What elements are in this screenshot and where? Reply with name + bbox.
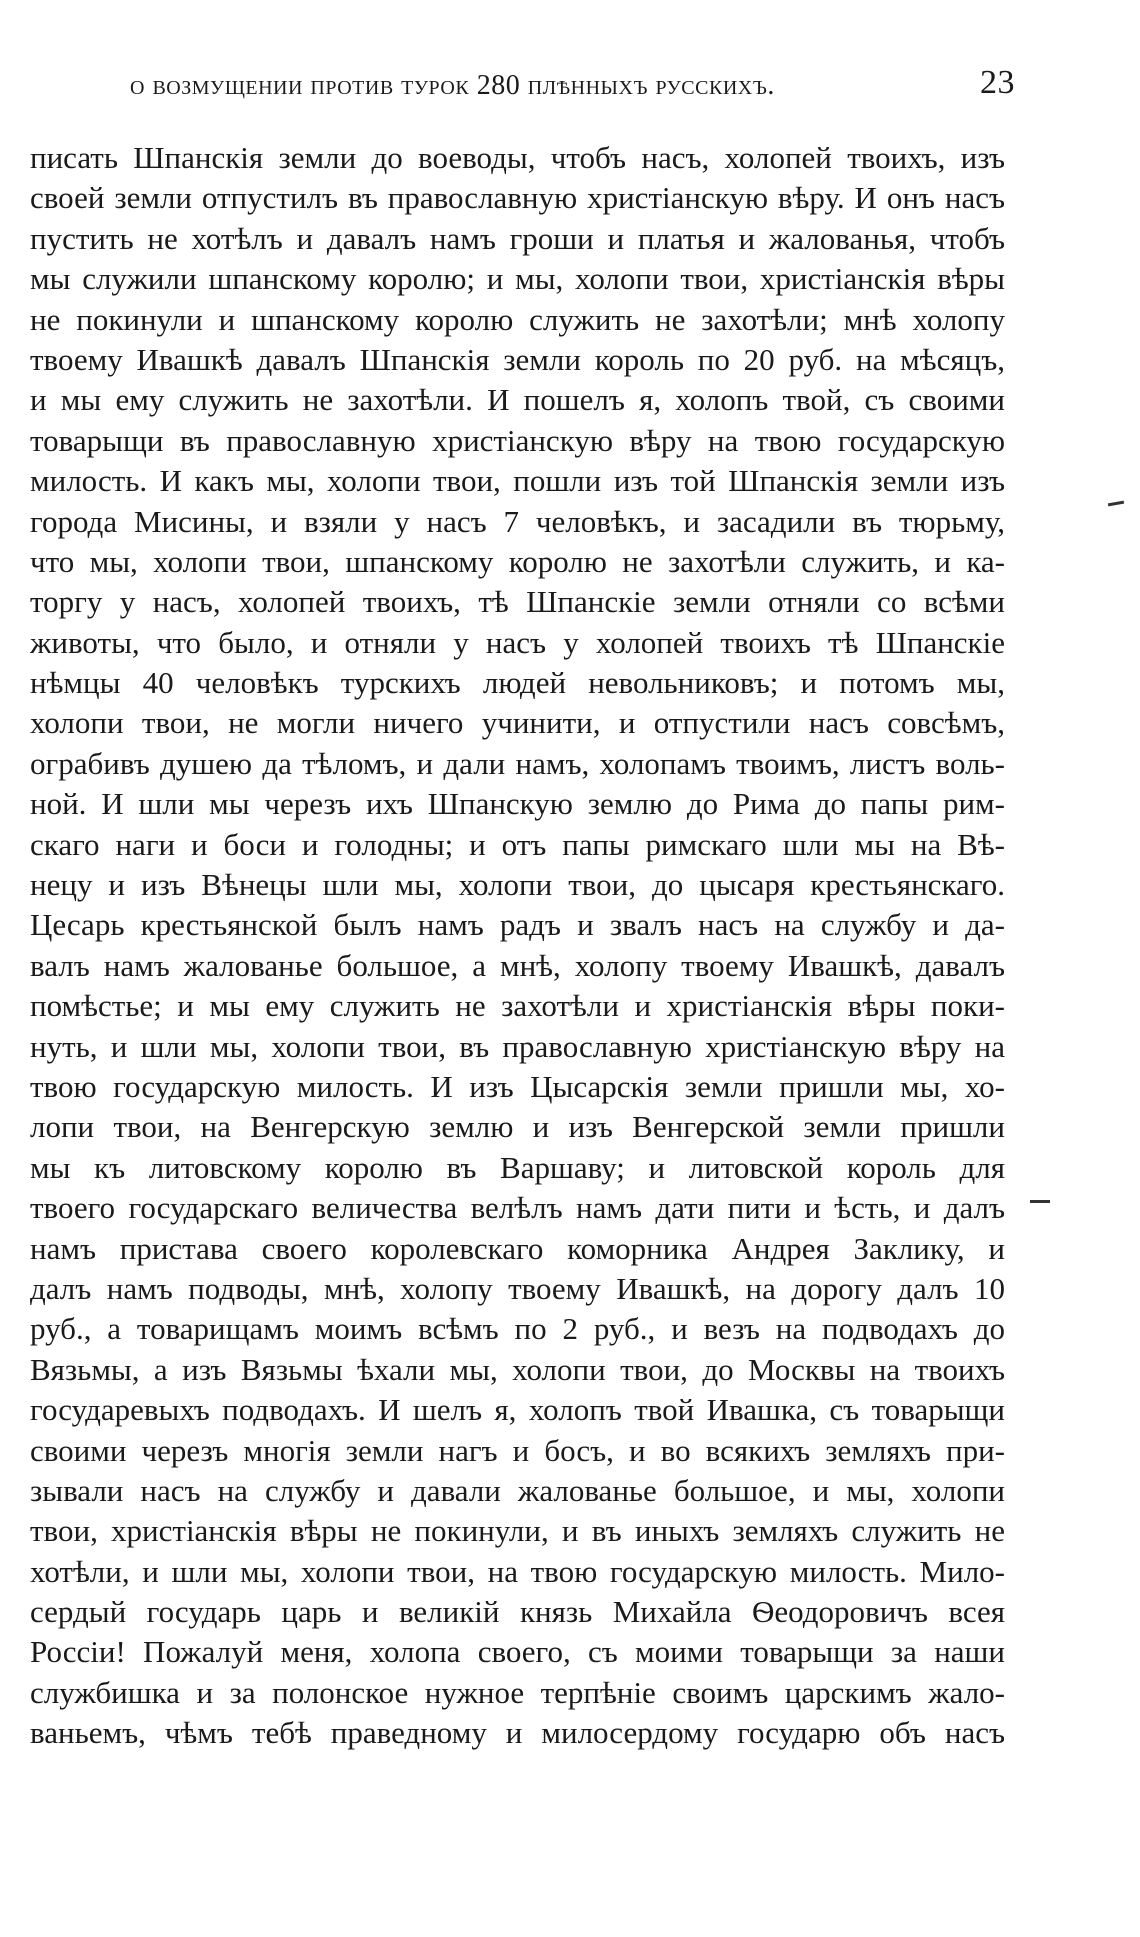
text-line: службишка и за полонское нужное терпѣніе своимъ царскимъ жало- [30,1674,1005,1710]
text-line: далъ намъ подводы, мнѣ, холопу твоему Ивашкѣ, на дорогу далъ 10 [30,1270,1005,1306]
text-line: ограбивъ душею да тѣломъ, и дали намъ, холопамъ твоимъ, листъ воль- [30,745,1005,781]
text-line: нѣмцы 40 человѣкъ турскихъ людей невольниковъ; и потомъ мы, [30,665,1005,701]
text-line: своей земли отпустилъ въ православную христіанскую вѣру. И онъ насъ [30,180,1005,216]
text-line: холопи твои, не могли ничего учинити, и отпустили насъ совсѣмъ, [30,705,1005,741]
text-line: твою государскую милость. И изъ Цысарскія земли пришли мы, хо- [30,1068,1005,1104]
text-line: нецу и изъ Вѣнецы шли мы, холопи твои, до цысаря крестьянскаго. [30,867,1005,903]
text-line: твоему Ивашкѣ давалъ Шпанскія земли король по 20 руб. на мѣсяцъ, [30,341,1005,377]
text-line: помѣстье; и мы ему служить не захотѣли и христіанскія вѣры поки- [30,988,1005,1024]
text-line: города Мисины, и взяли у насъ 7 человѣкъ, и засадили въ тюрьму, [30,503,1005,539]
text-line: валъ намъ жалованье большое, а мнѣ, холопу твоему Ивашкѣ, давалъ [30,947,1005,983]
text-line: твоего государскаго величества велѣлъ намъ дати пити и ѣсть, и далъ [30,1190,1005,1226]
text-line: лопи твои, на Венгерскую землю и изъ Венгерской земли пришли [30,1109,1005,1145]
text-line: мы служили шпанскому королю; и мы, холопи твои, христіанскія вѣры [30,261,1005,297]
margin-mark [1108,501,1124,507]
text-line: писать Шпанскія земли до воеводы, чтобъ насъ, холопей твоихъ, изъ [30,140,1005,175]
text-line: своими черезъ многія земли нагъ и босъ, и во всякихъ земляхъ при- [30,1432,1005,1468]
text-line: государевыхъ подводахъ. И шелъ я, холопъ твой Ивашка, съ товарыщи [30,1392,1005,1428]
text-line: руб., а товарищамъ моимъ всѣмъ по 2 руб., и везъ на подводахъ до [30,1311,1005,1347]
text-line: Россіи! Пожалуй меня, холопа своего, съ моими товарыщи за наши [30,1634,1005,1670]
text-line: Вязьмы, а изъ Вязьмы ѣхали мы, холопи твои, до Москвы на твоихъ [30,1351,1005,1387]
text-line: мы къ литовскому королю въ Варшаву; и литовской король для [30,1149,1005,1185]
text-line: намъ пристава своего королевскаго коморника Андрея Заклику, и [30,1230,1005,1266]
text-line: скаго наги и боси и голодны; и отъ папы римскаго шли мы на Вѣ- [30,826,1005,862]
text-line: ваньемъ, чѣмъ тебѣ праведному и милосердому государю объ насъ [30,1715,1005,1751]
text-line: товарыщи въ православную христіанскую вѣру на твою государскую [30,422,1005,458]
text-line: животы, что было, и отняли у насъ у холопей твоихъ тѣ Шпанскіе [30,624,1005,660]
text-line: пустить не хотѣлъ и давалъ намъ гроши и платья и жалованья, чтобъ [30,220,1005,256]
text-line: не покинули и шпанскому королю служить не захотѣли; мнѣ холопу [30,301,1005,337]
running-title: о возмущении против турок 280 плѣнныхъ русскихъ. [130,70,775,101]
running-head [130,64,1015,110]
text-line: сердый государь царь и великій князь Михайла Ѳеодоровичъ всея [30,1594,1005,1630]
text-line: ной. И шли мы черезъ ихъ Шпанскую землю до Рима до папы рим- [30,786,1005,822]
body-text [30,138,1005,1754]
text-line: хотѣли, и шли мы, холопи твои, на твою государскую милость. Мило- [30,1553,1005,1589]
text-line: твои, христіанскія вѣры не покинули, и въ иныхъ земляхъ служить не [30,1513,1005,1549]
text-line: торгу у насъ, холопей твоихъ, тѣ Шпанскіе земли отняли со всѣми [30,584,1005,620]
text-line: милость. И какъ мы, холопи твои, пошли изъ той Шпанскія земли изъ [30,463,1005,499]
text-line: зывали насъ на службу и давали жалованье большое, и мы, холопи [30,1472,1005,1508]
text-line: что мы, холопи твои, шпанскому королю не захотѣли служить, и ка- [30,543,1005,579]
text-line: нуть, и шли мы, холопи твои, въ православную христіанскую вѣру на [30,1028,1005,1064]
text-line: Цесарь крестьянской былъ намъ радъ и звалъ насъ на службу и да- [30,907,1005,943]
margin-mark [1030,1200,1050,1203]
text-line: и мы ему служить не захотѣли. И пошелъ я, холопъ твой, съ своими [30,382,1005,418]
page-number: 23 [980,64,1015,101]
